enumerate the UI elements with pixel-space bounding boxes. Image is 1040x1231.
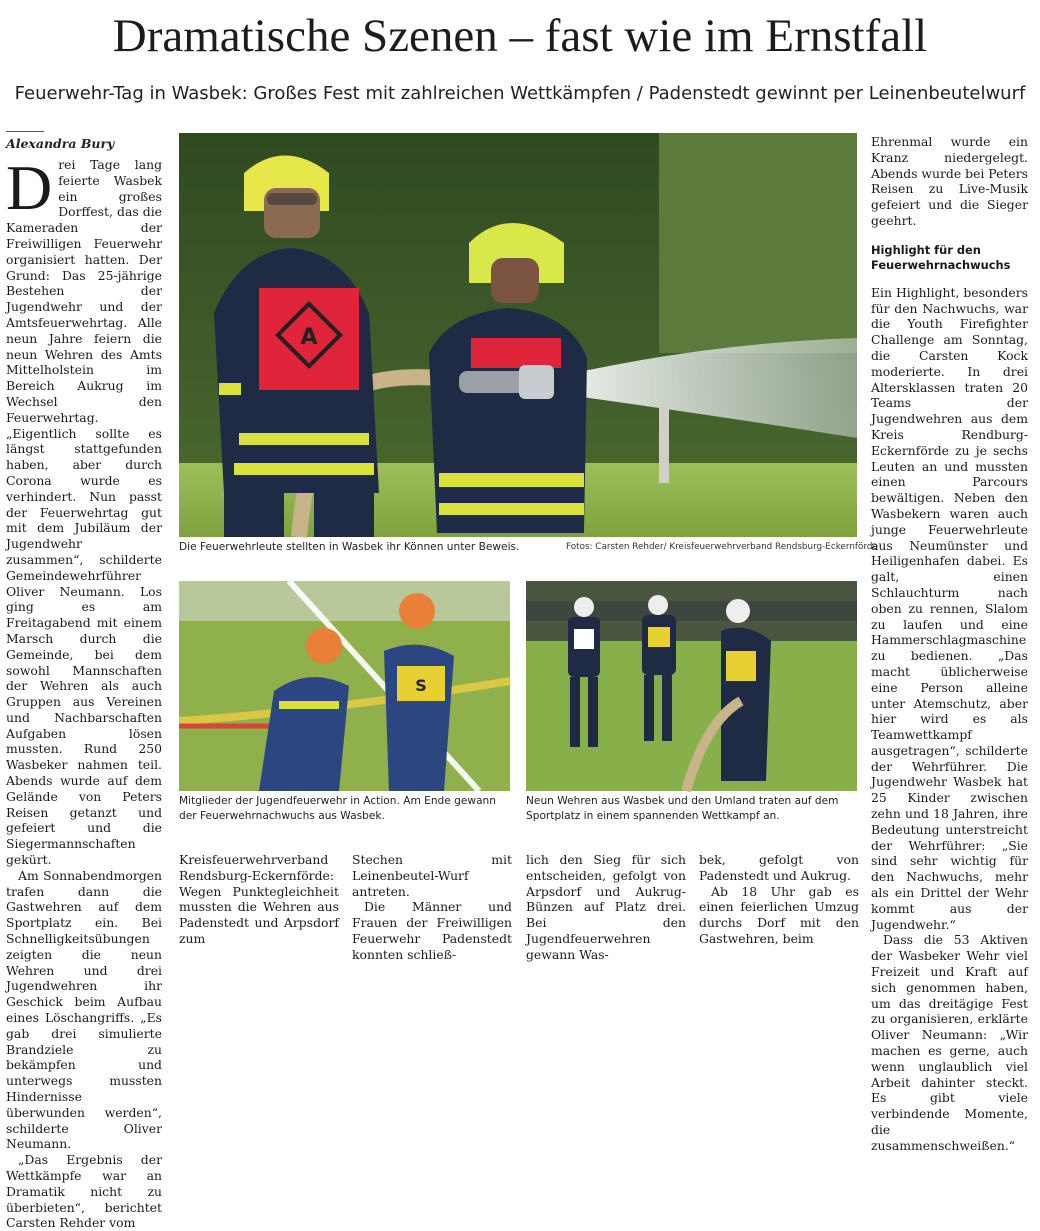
paragraph: Stechen mit Leinenbeutel-Wurf antreten.	[352, 852, 512, 899]
article-column-right	[871, 134, 1029, 1153]
teams-photo	[526, 581, 857, 791]
author-byline: Alexandra Bury	[6, 136, 115, 151]
paragraph: Dass die 53 Aktiven der Wasbeker Wehr viel Freizeit und Kraft auf sich genommen haben, um das dreitägige Fest zu organisieren, erklärte Oliver Neumann: „Wir machen es gerne, auch wenn unglaublich viel Arbeit dahinter steckt. Es gibt viele verbindende Momente, die zusammenschweißen.“	[871, 932, 1028, 1153]
lead-paragraph	[6, 152, 162, 868]
main-photo-caption: Die Feuerwehrleute stellten in Wasbek ihr Können unter Beweis.	[179, 541, 520, 553]
paragraph: „Das Ergebnis der Wettkämpfe war an Dramatik nicht zu überbieten“, berichtet Carsten Rehder vom	[6, 1152, 162, 1231]
article-column-5	[699, 852, 859, 946]
article-column-4	[526, 852, 686, 962]
article-column-2	[179, 852, 339, 946]
lead-text: rei Tage lang feierte Wasbek ein großes Dorffest, das die Kameraden der Freiwilligen Feuerwehr organisiert hatten. Der Grund: Das 25-jährige Bestehen der Jugendwehr und der Amtsfeuerwehrtag. Alle neun Jahre feiern die neun Wehren des Amts Mittelholstein im Bereich Aukrug im Wechsel den Feuerwehrtag. „Eigentlich sollte es längst stattgefunden haben, aber durch Corona wurde es verhindert. Nun passt der Feuerwehrtag gut mit dem Jubiläum der Jugendwehr zusammen“, schilderte Gemeindewehrführer Oliver Neumann. Los ging es am Freitagabend mit einem Marsch durch die Gemeinde, bei dem sowohl Mannschaften der Wehren als auch Gruppen aus Vereinen und Nachbarschaften Aufgaben lösen mussten. Rund 250 Wasbeker nahmen teil. Abends wurde auf dem Gelände von Peters Reisen getanzt und gefeiert und die Siegermannschaften gekürt.	[6, 157, 162, 868]
article-column-3	[352, 852, 512, 962]
paragraph: lich den Sieg für sich entscheiden, gefolgt von Arpsdorf und Aukrug-Bünzen auf Platz drei. Bei den Jugendfeuerwehren gewann Was-	[526, 852, 686, 962]
youth-photo-caption: Mitglieder der Jugendfeuerwehr in Action. Am Ende gewann der Feuerwehrnachwuchs aus Wasbek.	[179, 795, 496, 822]
author-rule	[6, 131, 44, 132]
main-photo	[179, 133, 857, 537]
paragraph: bek, gefolgt von Padenstedt und Aukrug.	[699, 852, 859, 883]
paragraph: Die Männer und Frauen der Freiwilligen Feuerwehr Padenstedt konnten schließ-	[352, 899, 512, 962]
paragraph: Ein Highlight, besonders für den Nachwuchs, war die Youth Firefighter Challenge am Sonntag, die Carsten Kock moderierte. In drei Altersklassen traten 20 Teams der Jugendwehren aus dem Kreis Rendburg-Eckernförde zu je sechs Leuten an und mussten einen Parcours bewältigen. Neben den Wasbekern waren auch junge Feuerwehrleute aus Neumünster und Heiligenhafen dabei. Es galt, einen Schlauchturm nach oben zu rennen, Slalom zu laufen und eine Hammerschlagmaschine zu bedienen. „Das macht üblicherweise eine Person alleine unter Atemschutz, aber hier wird es als Teamwettkampf ausgetragen“, schilderte der Wehrführer. Die Jugendwehr Wasbek hat 25 Kinder zwischen zehn und 18 Jahren, ihre Bedeutung unterstreicht der Wehrführer: „Sie sind sehr wichtig für den Nachwuchs, mehr als ein Drittel der Wehr kommt aus der Jugendwehr.“	[871, 284, 1028, 932]
photo-credit: Fotos: Carsten Rehder/ Kreisfeuerwehrverband Rendsburg-Eckernförde	[566, 542, 878, 552]
section-subheading: Highlight für den Feuerwehrnachwuchs	[871, 242, 1011, 272]
paragraph: Ab 18 Uhr gab es einen feierlichen Umzug durchs Dorf mit den Gastwehren, beim	[699, 883, 859, 946]
paragraph: Am Sonnabendmorgen trafen dann die Gastwehren auf dem Sportplatz ein. Bei Schnelligkeitsübungen zeigten die neun Wehren und drei Jugendwehren ihr Geschick beim Aufbau eines Löschangriffs. „Es gab drei simulierte Brandziele zu bekämpfen und unterwegs mussten Hindernisse überwunden werden“, schilderte Oliver Neumann.	[6, 867, 162, 1152]
article-column-1	[6, 152, 162, 1231]
youth-photo	[179, 581, 510, 791]
paragraph: Ehrenmal wurde ein Kranz niedergelegt. Abends wurde bei Peters Reisen zu Live-Musik gefeiert und die Sieger geehrt.	[871, 134, 1029, 228]
drop-cap: D	[6, 152, 53, 223]
paragraph: Kreisfeuerwehrverband Rendsburg-Eckernförde: Wegen Punktegleichheit mussten die Wehren aus Padenstedt und Arpsdorf zum	[179, 852, 339, 946]
teams-photo-caption: Neun Wehren aus Wasbek und den Umland traten auf dem Sportplatz in einem spannenden Wettkampf an.	[526, 795, 839, 822]
badge-letter: S	[415, 676, 427, 695]
headline: Dramatische Szenen – fast wie im Ernstfall	[112, 10, 928, 62]
subheadline: Feuerwehr-Tag in Wasbek: Großes Fest mit zahlreichen Wettkämpfen / Padenstedt gewinnt per Leinenbeutelwurf	[14, 83, 1026, 104]
badge-letter: A	[300, 325, 318, 350]
